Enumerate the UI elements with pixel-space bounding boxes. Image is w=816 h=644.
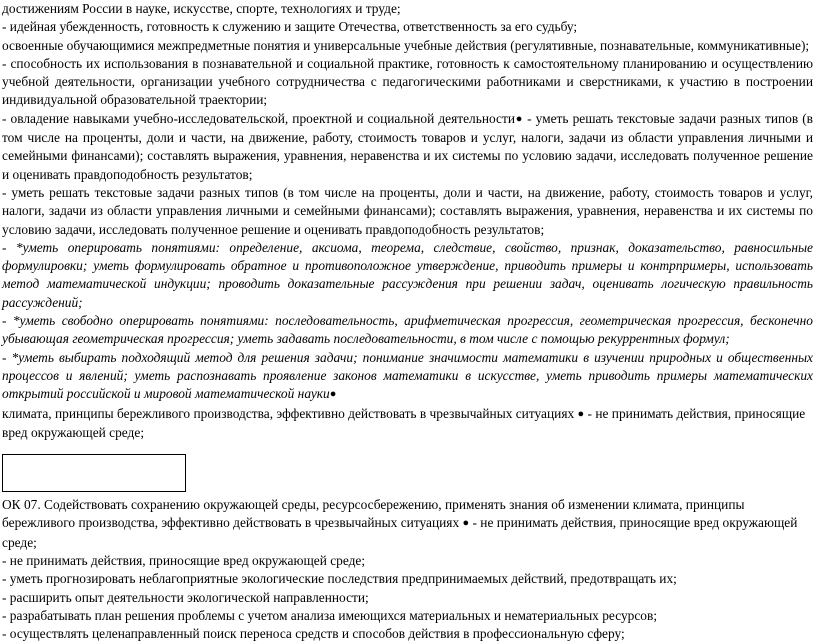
text-line: - разрабатывать план решения проблемы с учетом анализа имеющихся материальных и нематериальных ресурсов;	[2, 607, 658, 623]
italic-paragraph: - *уметь оперировать понятиями: определение, аксиома, теорема, следствие, свойство, признак, доказательство, равносильные формулировки; уметь формулировать обратное и противоположное утверждение, приводить примеры и контрпримеры, использовать метод математической индукции; проводить доказательные рассуждения при решении задач, оценивать логическую правильность рассуждений;	[2, 239, 813, 310]
bullet-icon: ●	[515, 112, 524, 125]
text-line: освоенные обучающимися межпредметные понятия и универсальные учебные действия (регулятивные, познавательные, коммуникативные);	[2, 37, 810, 53]
text-line: - осуществлять целенаправленный поиск переноса средств и способов действия в профессиональную сферу;	[2, 626, 625, 642]
text-line: - не принимать действия, приносящие вред окружающей среде;	[2, 553, 366, 569]
text-line: - расширить опыт деятельности экологической направленности;	[2, 589, 369, 605]
text-fragment: - не принимать действия, приносящие вред окружающей среде;	[2, 515, 798, 550]
text-paragraph: - уметь решать текстовые задачи разных типов (в том числе на проценты, доли и части, на движение, работу, стоимость товаров и услуг, налоги, задачи из области управления личными и семейными финансами); составлять выражения, уравнения, неравенства и их системы по условию задачи, исследовать полученное решение и оценивать правдоподобность результатов;	[2, 184, 813, 237]
empty-table-cell	[2, 454, 186, 492]
bullet-icon: ●	[329, 388, 337, 401]
ok07-paragraph	[0, 496, 816, 552]
text-fragment: - уметь решать текстовые задачи разных типов (в том числе на проценты, доли и части, на движение, работу, стоимость товаров и услуг, налоги, задачи из области управления личными и семейными финансами); составлять выражения, уравнения, неравенства и их системы по условию задачи, исследовать полученное решение и оценивать правдоподобность результатов;	[2, 110, 813, 182]
text-line: достижениям России в науке, искусстве, спорте, технологиях и труде;	[2, 1, 401, 16]
italic-paragraph	[0, 349, 816, 405]
text-fragment: климата, принципы бережливого производства, эффективно действовать в чрезвычайных ситуациях	[2, 405, 578, 421]
text-fragment: - овладение навыками учебно-исследовательской, проектной и социальной деятельности	[2, 110, 515, 126]
bullet-icon: ●	[577, 407, 585, 420]
text-paragraph	[0, 405, 816, 443]
text-fragment: - *уметь выбирать подходящий метод для решения задачи; понимание значимости математики в изучении природных и общественных процессов и явлений; уметь распознавать проявление законов математики в искусстве, уметь приводить примеры математических открытий российской и мировой математической науки	[2, 349, 813, 402]
text-line: - идейная убежденность, готовность к служению и защите Отечества, ответственность за его судьбу;	[2, 19, 578, 35]
text-line: - уметь прогнозировать неблагоприятные экологические последствия предпринимаемых действий, предотвращать их;	[2, 571, 677, 587]
text-paragraph: - способность их использования в познавательной и социальной практике, готовность к самостоятельному планированию и осуществлению учебной деятельности, организации учебного сотрудничества с педагогическими работниками и сверстниками, к участию в построении индивидуальной образовательной траектории;	[2, 55, 813, 108]
text-fragment: - не принимать действия, приносящие вред окружающей среде;	[2, 405, 806, 440]
text-fragment: ОК 07. Содействовать сохранению окружающей среды, ресурсосбережению, применять знания об изменении климата, принципы бережливого производства, эффективно действовать в чрезвычайных ситуациях	[2, 497, 745, 531]
bullet-icon: ●	[462, 517, 470, 530]
text-paragraph	[0, 110, 816, 184]
italic-paragraph: - *уметь свободно оперировать понятиями: последовательность, арифметическая прогрессия, геометрическая прогрессия, бесконечно убывающая геометрическая прогрессия; уметь задавать последовательности, в том числе с помощью рекуррентных формул;	[2, 313, 813, 347]
